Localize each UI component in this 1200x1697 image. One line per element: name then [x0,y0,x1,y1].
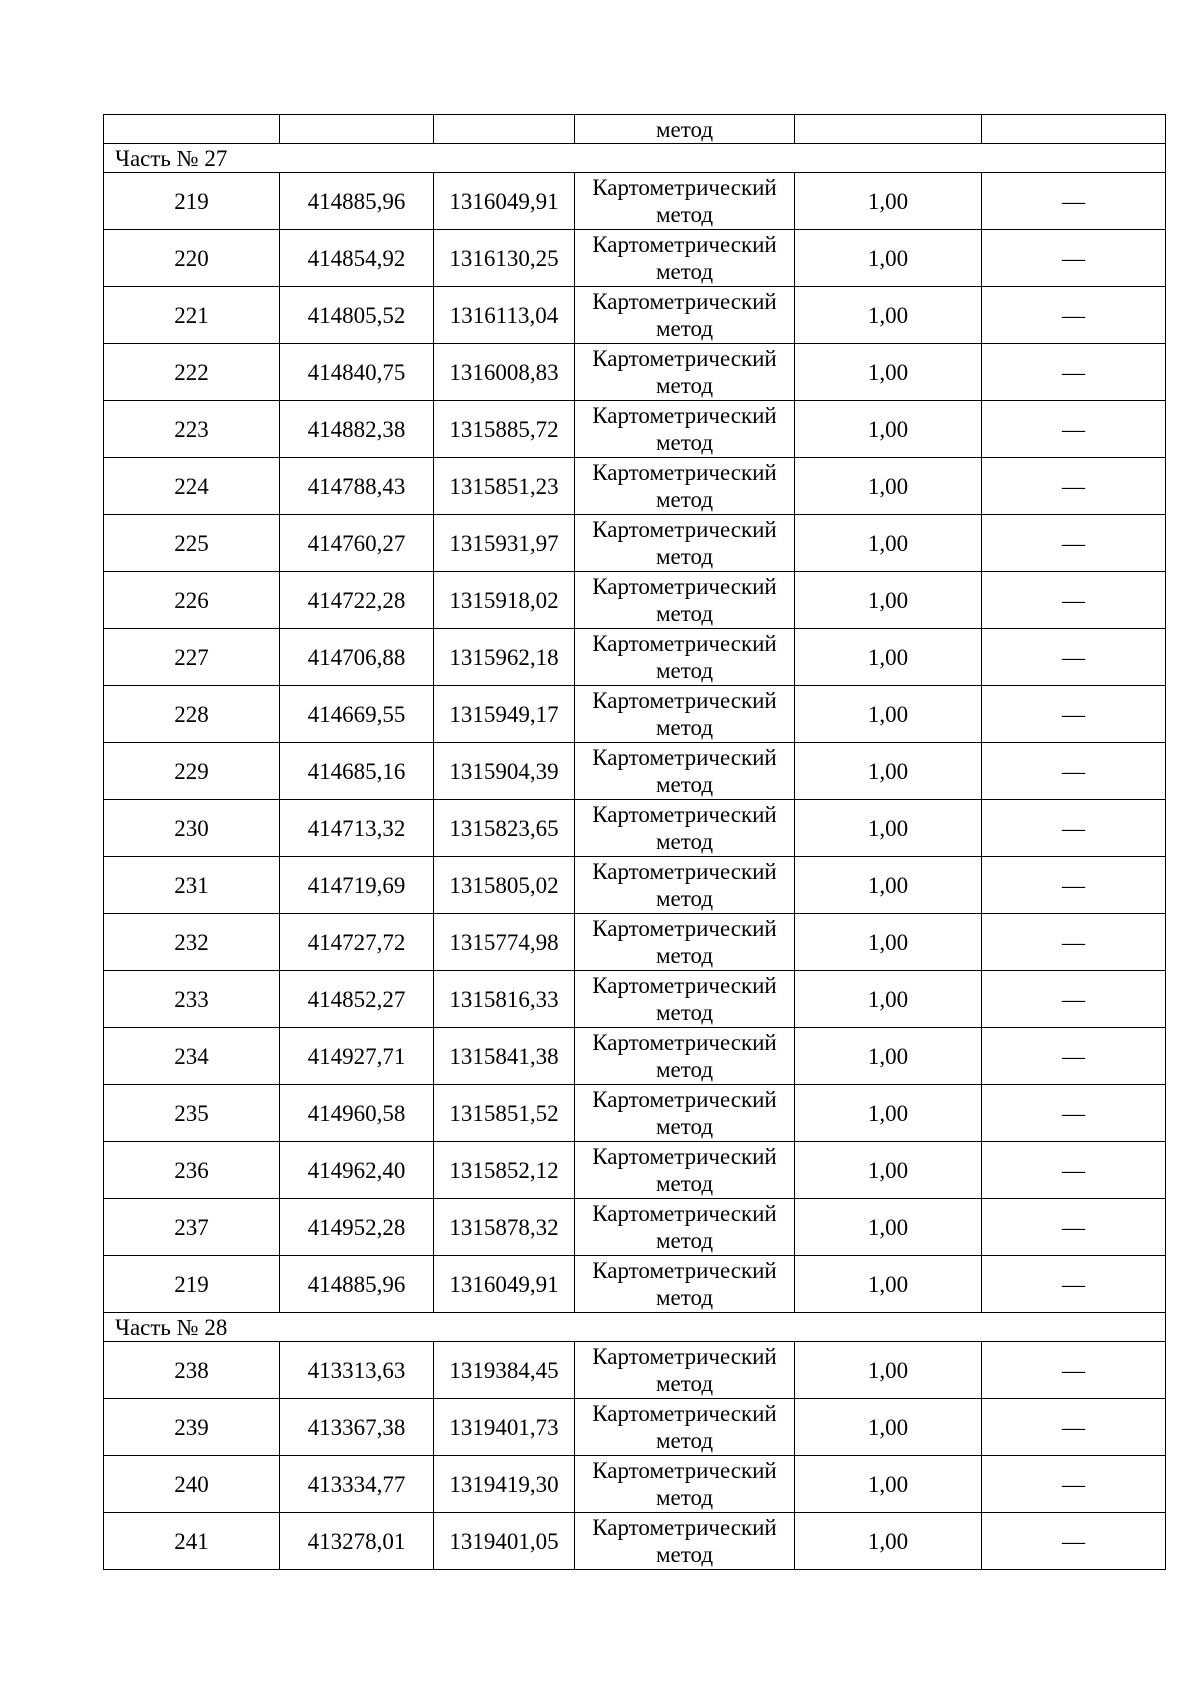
table-row [104,971,1166,1028]
method-line-2: метод [655,886,714,911]
method-line-1: Картометрический [592,859,777,884]
cell-y: 1315816,33 [434,971,575,1028]
cell-x: 414962,40 [280,1142,434,1199]
cell-method [575,1199,795,1256]
cell-y: 1315823,65 [434,800,575,857]
method-line-2: метод [655,1485,714,1510]
cell-description: — [982,1342,1166,1399]
cell-y: 1319419,30 [434,1456,575,1513]
cell-point: 223 [104,401,280,458]
table-row [104,401,1166,458]
cell-x [280,115,434,144]
method-line-2: метод [655,430,714,455]
section-header-row [104,1313,1166,1342]
method-line-1: Картометрический [592,403,777,428]
method-line-1: Картометрический [592,916,777,941]
cell-point: 231 [104,857,280,914]
cell-accuracy: 1,00 [795,458,982,515]
cell-point: 225 [104,515,280,572]
cell-accuracy: 1,00 [795,1256,982,1313]
method-line-1: Картометрический [592,631,777,656]
cell-method [575,1399,795,1456]
method-line-2: метод [655,1000,714,1025]
cell-x: 413334,77 [280,1456,434,1513]
method-line-1: Картометрический [592,688,777,713]
cell-accuracy: 1,00 [795,287,982,344]
cell-description: — [982,458,1166,515]
cell-description: — [982,743,1166,800]
cell-accuracy: 1,00 [795,515,982,572]
cell-x: 414885,96 [280,1256,434,1313]
cell-x: 414727,72 [280,914,434,971]
cell-point: 229 [104,743,280,800]
cell-y: 1319401,73 [434,1399,575,1456]
cell-point: 222 [104,344,280,401]
table-row [104,1256,1166,1313]
cell-description: — [982,515,1166,572]
method-line-2: метод [655,1228,714,1253]
table-row [104,914,1166,971]
method-line-2: метод [655,601,714,626]
cell-point: 232 [104,914,280,971]
cell-point: 234 [104,1028,280,1085]
cell-y: 1315878,32 [434,1199,575,1256]
cell-accuracy: 1,00 [795,572,982,629]
table-row [104,1399,1166,1456]
cell-description: — [982,1513,1166,1570]
continuation-row [104,115,1166,144]
method-line-1: Картометрический [592,1201,777,1226]
cell-y: 1315805,02 [434,857,575,914]
method-line-2: метод [655,1428,714,1453]
cell-accuracy: 1,00 [795,401,982,458]
cell-x: 414706,88 [280,629,434,686]
table-row [104,686,1166,743]
method-line-2: метод [655,202,714,227]
cell-y: 1315851,23 [434,458,575,515]
cell-description [982,115,1166,144]
cell-method [575,971,795,1028]
method-line-2: метод [655,1057,714,1082]
cell-accuracy: 1,00 [795,800,982,857]
method-line-2: метод [655,316,714,341]
cell-description: — [982,1199,1166,1256]
cell-point: 238 [104,1342,280,1399]
cell-accuracy: 1,00 [795,1085,982,1142]
cell-accuracy [795,115,982,144]
method-line-1: Картометрический [592,232,777,257]
cell-accuracy: 1,00 [795,344,982,401]
method-line-1: Картометрический [592,1401,777,1426]
table-row [104,344,1166,401]
method-line-2: метод [655,259,714,284]
method-line-2: метод [655,1371,714,1396]
cell-method [575,629,795,686]
table-row [104,515,1166,572]
coordinates-table-body [104,115,1166,1570]
cell-description: — [982,1028,1166,1085]
cell-description: — [982,971,1166,1028]
cell-method [575,515,795,572]
table-row [104,743,1166,800]
method-line-1: Картометрический [592,802,777,827]
cell-point: 224 [104,458,280,515]
cell-description: — [982,800,1166,857]
cell-method [575,1085,795,1142]
table-row [104,1456,1166,1513]
cell-method [575,287,795,344]
cell-point: 237 [104,1199,280,1256]
cell-y: 1315962,18 [434,629,575,686]
cell-accuracy: 1,00 [795,1142,982,1199]
method-line-2: метод [655,1114,714,1139]
cell-description: — [982,287,1166,344]
cell-x: 414722,28 [280,572,434,629]
cell-y: 1315918,02 [434,572,575,629]
table-row [104,287,1166,344]
method-line-1: Картометрический [592,346,777,371]
cell-description: — [982,629,1166,686]
cell-x: 414788,43 [280,458,434,515]
method-line-2: метод [655,373,714,398]
cell-method [575,914,795,971]
method-line-1: Картометрический [592,1458,777,1483]
cell-x: 414685,16 [280,743,434,800]
cell-y: 1315885,72 [434,401,575,458]
cell-y: 1315904,39 [434,743,575,800]
cell-accuracy: 1,00 [795,1399,982,1456]
cell-x: 414713,32 [280,800,434,857]
method-line-1: Картометрический [592,1030,777,1055]
cell-accuracy: 1,00 [795,914,982,971]
table-row [104,173,1166,230]
cell-description: — [982,686,1166,743]
cell-description: — [982,173,1166,230]
cell-description: — [982,401,1166,458]
cell-method [575,1142,795,1199]
cell-point: 241 [104,1513,280,1570]
cell-x: 414952,28 [280,1199,434,1256]
coordinates-table [103,114,1166,1570]
cell-point: 226 [104,572,280,629]
cell-method [575,686,795,743]
cell-x: 414669,55 [280,686,434,743]
method-line-1: Картометрический [592,517,777,542]
cell-y: 1315949,17 [434,686,575,743]
cell-y: 1319384,45 [434,1342,575,1399]
method-line-1: Картометрический [592,973,777,998]
cell-point: 219 [104,1256,280,1313]
table-row [104,857,1166,914]
cell-x: 414840,75 [280,344,434,401]
cell-y: 1315774,98 [434,914,575,971]
method-line-2: метод [655,829,714,854]
cell-accuracy: 1,00 [795,173,982,230]
cell-accuracy: 1,00 [795,857,982,914]
cell-y: 1316008,83 [434,344,575,401]
cell-description: — [982,230,1166,287]
cell-method [575,344,795,401]
method-line-2: метод [655,1542,714,1567]
cell-method [575,572,795,629]
cell-y: 1316049,91 [434,173,575,230]
cell-y: 1315931,97 [434,515,575,572]
table-row [104,1199,1166,1256]
method-line-1: Картометрический [592,745,777,770]
cell-description: — [982,344,1166,401]
method-line-2: метод [655,544,714,569]
cell-y: 1315851,52 [434,1085,575,1142]
cell-x: 414960,58 [280,1085,434,1142]
section-title: Часть № 27 [104,144,1166,173]
method-line-1: Картометрический [592,1144,777,1169]
table-row [104,1028,1166,1085]
method-line-2: метод [655,1285,714,1310]
cell-method: метод [575,115,795,144]
cell-accuracy: 1,00 [795,1456,982,1513]
table-row [104,572,1166,629]
cell-accuracy: 1,00 [795,971,982,1028]
cell-method [575,173,795,230]
cell-y: 1315841,38 [434,1028,575,1085]
cell-y: 1319401,05 [434,1513,575,1570]
cell-accuracy: 1,00 [795,1342,982,1399]
cell-description: — [982,572,1166,629]
cell-x: 414805,52 [280,287,434,344]
cell-x: 414854,92 [280,230,434,287]
cell-x: 414927,71 [280,1028,434,1085]
method-line-1: Картометрический [592,1087,777,1112]
cell-method [575,458,795,515]
method-line-2: метод [655,715,714,740]
cell-y: 1316049,91 [434,1256,575,1313]
cell-description: — [982,1256,1166,1313]
table-row [104,1342,1166,1399]
cell-accuracy: 1,00 [795,1028,982,1085]
table-row [104,1085,1166,1142]
cell-point: 228 [104,686,280,743]
table-row [104,1513,1166,1570]
cell-x: 414719,69 [280,857,434,914]
cell-point: 220 [104,230,280,287]
cell-method [575,743,795,800]
cell-point: 236 [104,1142,280,1199]
cell-accuracy: 1,00 [795,743,982,800]
cell-x: 413313,63 [280,1342,434,1399]
cell-method [575,857,795,914]
cell-x: 413278,01 [280,1513,434,1570]
cell-description: — [982,914,1166,971]
cell-accuracy: 1,00 [795,686,982,743]
cell-point: 239 [104,1399,280,1456]
method-line-1: Картометрический [592,1344,777,1369]
cell-method [575,230,795,287]
section-header-row [104,144,1166,173]
cell-x: 414882,38 [280,401,434,458]
cell-method [575,401,795,458]
cell-x: 414852,27 [280,971,434,1028]
cell-x: 414885,96 [280,173,434,230]
section-title: Часть № 28 [104,1313,1166,1342]
cell-y: 1315852,12 [434,1142,575,1199]
cell-point: 230 [104,800,280,857]
cell-accuracy: 1,00 [795,1199,982,1256]
table-row [104,629,1166,686]
method-line-1: Картометрический [592,1515,777,1540]
table-row [104,458,1166,515]
method-line-2: метод [655,772,714,797]
cell-description: — [982,857,1166,914]
cell-point: 235 [104,1085,280,1142]
cell-point [104,115,280,144]
cell-x: 413367,38 [280,1399,434,1456]
cell-y: 1316113,04 [434,287,575,344]
method-line-2: метод [655,658,714,683]
table-row [104,800,1166,857]
method-line-2: метод [655,1171,714,1196]
method-line-2: метод [655,487,714,512]
method-line-1: Картометрический [592,175,777,200]
cell-method [575,1342,795,1399]
cell-method [575,1028,795,1085]
cell-x: 414760,27 [280,515,434,572]
cell-description: — [982,1142,1166,1199]
cell-point: 227 [104,629,280,686]
cell-method [575,1513,795,1570]
method-line-1: Картометрический [592,1258,777,1283]
cell-accuracy: 1,00 [795,230,982,287]
cell-y: 1316130,25 [434,230,575,287]
cell-accuracy: 1,00 [795,1513,982,1570]
cell-accuracy: 1,00 [795,629,982,686]
cell-method [575,1456,795,1513]
method-line-2: метод [655,943,714,968]
cell-method [575,1256,795,1313]
table-row [104,230,1166,287]
cell-point: 233 [104,971,280,1028]
cell-description: — [982,1085,1166,1142]
method-line-1: Картометрический [592,460,777,485]
cell-description: — [982,1399,1166,1456]
cell-description: — [982,1456,1166,1513]
cell-point: 240 [104,1456,280,1513]
cell-y [434,115,575,144]
method-line-1: Картометрический [592,574,777,599]
method-line-1: Картометрический [592,289,777,314]
table-row [104,1142,1166,1199]
cell-point: 219 [104,173,280,230]
cell-method [575,800,795,857]
cell-point: 221 [104,287,280,344]
